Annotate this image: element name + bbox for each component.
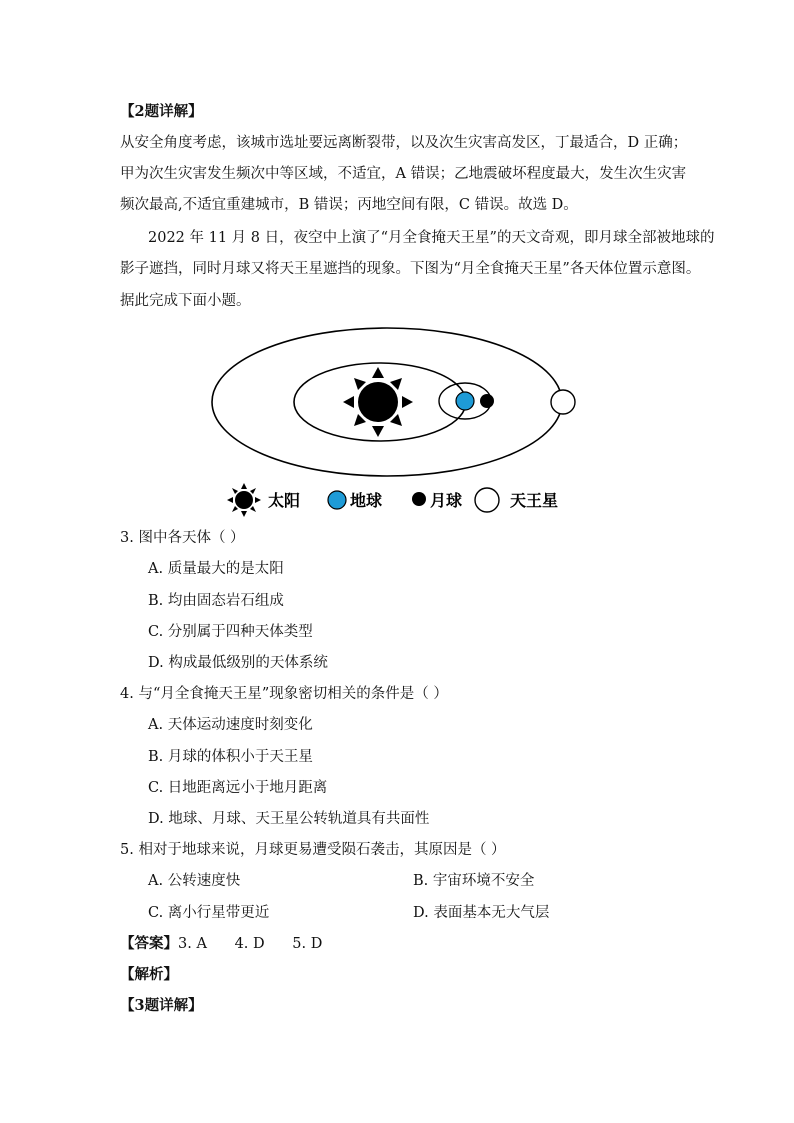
sun-icon	[343, 367, 413, 437]
answer-values: 3. A 4. D 5. D	[178, 936, 323, 952]
question-3-option-c: C. 分别属于四种天体类型	[148, 624, 313, 640]
question-5-option-b: B. 宇宙环境不安全	[413, 873, 535, 889]
legend-sun-icon	[227, 483, 261, 517]
earth-icon	[456, 392, 474, 410]
uranus-icon	[551, 390, 575, 414]
moon-icon	[480, 394, 494, 408]
question-5-option-a: A. 公转速度快	[148, 873, 241, 889]
intro-line-2: 影子遮挡，同时月球又将天王星遮挡的现象。下图为“月全食掩天王星”各天体位置示意图。	[120, 261, 701, 277]
section2-line-3: 频次最高,不适宜重建城市，B 错误；丙地空间有限，C 错误。故选 D。	[120, 197, 578, 213]
legend-earth-icon	[328, 491, 346, 509]
legend-earth-label: 地球	[350, 491, 383, 510]
celestial-diagram	[0, 0, 794, 540]
question-5-option-c: C. 离小行星带更近	[148, 905, 270, 921]
intro-line-1: 2022 年 11 月 8 日，夜空中上演了“月全食掩天王星”的天文奇观，即月球全部被地球的	[148, 230, 715, 246]
question-4-option-d: D. 地球、月球、天王星公转轨道具有共面性	[148, 811, 430, 827]
question-5-option-d: D. 表面基本无大气层	[413, 905, 550, 921]
legend-moon-icon	[412, 492, 426, 506]
question-3-option-d: D. 构成最低级别的天体系统	[148, 655, 328, 671]
section2-heading: 【2题详解】	[120, 103, 203, 120]
legend-moon-label: 月球	[430, 491, 463, 510]
question-5-stem: 5. 相对于地球来说，月球更易遭受陨石袭击，其原因是（ ）	[120, 842, 506, 858]
intro-line-3: 据此完成下面小题。	[120, 293, 251, 309]
question-3-stem: 3. 图中各天体（ ）	[120, 530, 245, 546]
question-4-option-b: B. 月球的体积小于天王星	[148, 749, 313, 765]
answer-label: 【答案】	[120, 935, 178, 952]
legend-sun-label: 太阳	[268, 491, 301, 510]
answer-row	[120, 934, 322, 954]
legend-uranus-icon	[475, 488, 499, 512]
section3-heading: 【3题详解】	[120, 997, 203, 1014]
analysis-label: 【解析】	[120, 966, 178, 983]
legend-uranus-label: 天王星	[510, 491, 559, 510]
question-3-option-a: A. 质量最大的是太阳	[148, 561, 284, 577]
section2-line-2: 甲为次生灾害发生频次中等区域，不适宜，A 错误；乙地震破坏程度最大，发生次生灾害	[120, 166, 687, 182]
question-3-option-b: B. 均由固态岩石组成	[148, 593, 284, 609]
question-4-option-c: C. 日地距离远小于地月距离	[148, 780, 328, 796]
question-4-option-a: A. 天体运动速度时刻变化	[148, 717, 313, 733]
question-4-stem: 4. 与“月全食掩天王星”现象密切相关的条件是（ ）	[120, 686, 448, 702]
section2-line-1: 从安全角度考虑，该城市选址要远离断裂带，以及次生灾害高发区，丁最适合，D 正确；	[120, 135, 688, 151]
